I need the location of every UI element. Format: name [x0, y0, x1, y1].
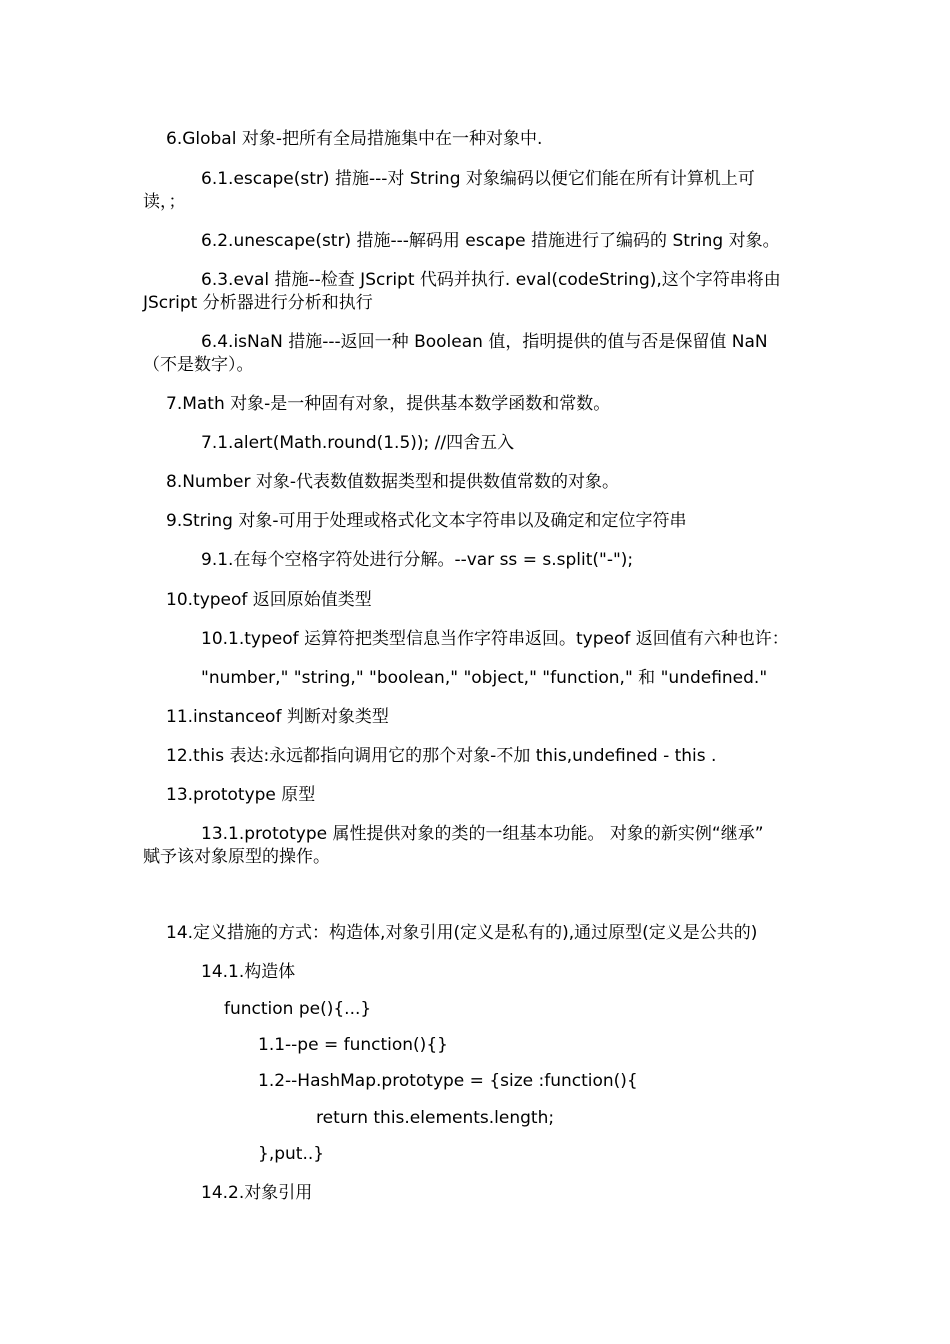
text-line: 11.instanceof 判断对象类型 — [166, 707, 389, 727]
text-line: 12.this 表达:永远都指向调用它的那个对象-不加 this,undefined - this . — [166, 746, 717, 766]
text-line: 赋予该对象原型的操作。 — [143, 847, 330, 867]
text-line: 7.1.alert(Math.round(1.5)); //四舍五入 — [201, 433, 515, 453]
text-line: 14.2.对象引用 — [201, 1183, 313, 1203]
text-line: 6.1.escape(str) 措施---对 String 对象编码以便它们能在所有计算机上可 — [201, 169, 755, 189]
code-line: 1.1--pe = function(){} — [258, 1035, 448, 1055]
text-line: 10.1.typeof 运算符把类型信息当作字符串返回。typeof 返回值有六种也许： — [201, 629, 789, 649]
text-line: 9.String 对象-可用于处理或格式化文本字符串以及确定和定位字符串 — [166, 511, 687, 531]
text-line: 6.Global 对象-把所有全局措施集中在一种对象中. — [166, 129, 543, 149]
text-line: JScript 分析器进行分析和执行 — [143, 293, 373, 313]
text-line: 13.1.prototype 属性提供对象的类的一组基本功能。 对象的新实例“继承” — [201, 824, 764, 844]
text-line: 14.定义措施的方式：构造体,对象引用(定义是私有的),通过原型(定义是公共的) — [166, 923, 758, 943]
text-line: 14.1.构造体 — [201, 962, 296, 982]
code-line: return this.elements.length; — [316, 1108, 555, 1128]
text-line: 8.Number 对象-代表数值数据类型和提供数值常数的对象。 — [166, 472, 620, 492]
code-line: 1.2--HashMap.prototype = {size :function(){ — [258, 1071, 638, 1091]
text-line: 13.prototype 原型 — [166, 785, 316, 805]
text-line: 9.1.在每个空格字符处进行分解。--var ss = s.split("-"); — [201, 550, 634, 570]
text-line: "number," "string," "boolean," "object," "function," 和 "undefined." — [201, 668, 768, 688]
text-line: 6.4.isNaN 措施---返回一种 Boolean 值，指明提供的值与否是保留值 NaN — [201, 332, 768, 352]
code-line: function pe(){...} — [224, 999, 372, 1019]
text-line: 6.3.eval 措施--检查 JScript 代码并执行. eval(codeString),这个字符串将由 — [201, 270, 781, 290]
text-line: 7.Math 对象-是一种固有对象，提供基本数学函数和常数。 — [166, 394, 611, 414]
text-line: 6.2.unescape(str) 措施---解码用 escape 措施进行了编码的 String 对象。 — [201, 231, 780, 251]
text-line: 10.typeof 返回原始值类型 — [166, 590, 372, 610]
code-line: },put..} — [258, 1144, 325, 1164]
text-line: 读，； — [143, 192, 186, 212]
text-line: （不是数字）。 — [143, 355, 254, 375]
